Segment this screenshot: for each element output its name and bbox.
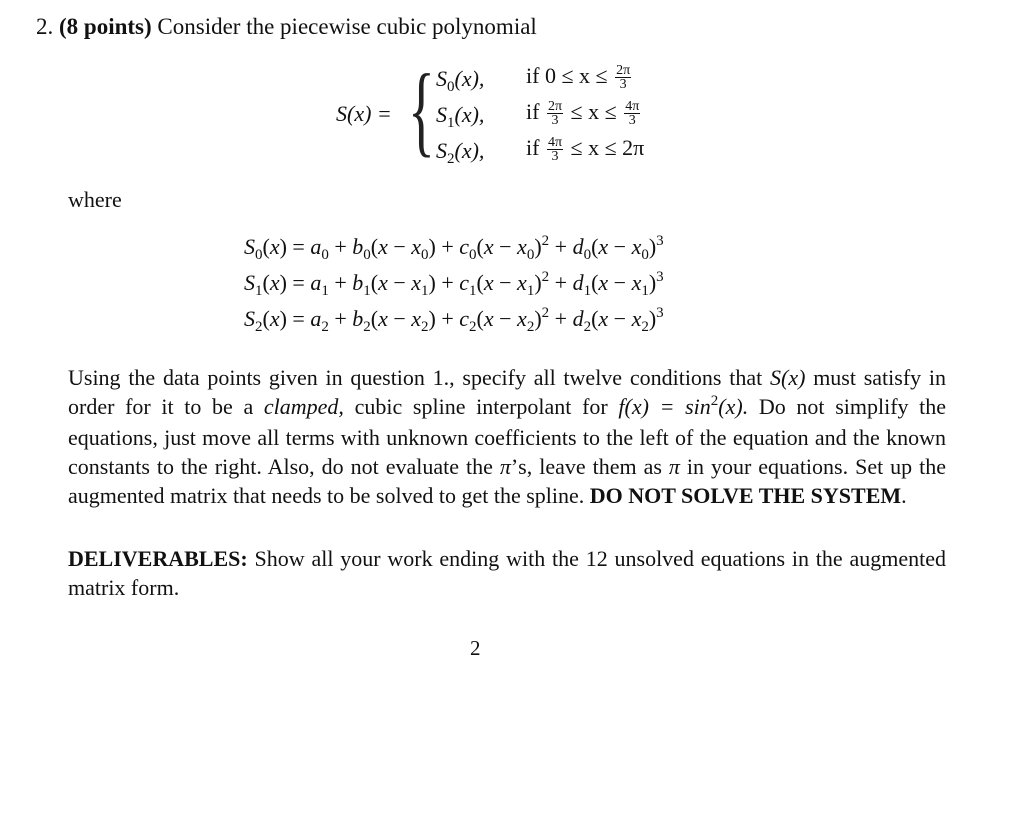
case-2-function: $S_2(x)$, xyxy=(436,138,485,167)
case-2-condition: if $\frac{4\pi}{3}$ ≤ x ≤ 2π xyxy=(526,135,645,165)
left-brace: { xyxy=(408,54,435,167)
do-not-solve-emphasis: DO NOT SOLVE THE SYSTEM xyxy=(589,482,902,508)
case-1-condition: if $\frac{2\pi}{3}$ ≤ x ≤ $\frac{4\pi}{3}$ xyxy=(526,99,640,129)
piecewise-lhs: S(x) = xyxy=(336,101,392,126)
equation-s1: $S_1(x) = a_1 + b_1(x - x_1) + c_1(x - x_1)^2 + d_1(x - x_1)^3$ xyxy=(244,269,664,299)
where-label: where xyxy=(68,187,122,212)
case-1-function: $S_1(x)$, xyxy=(436,102,485,131)
deliverables-label: DELIVERABLES: xyxy=(68,546,248,571)
page-number: 2 xyxy=(470,636,481,660)
question-number: 2. xyxy=(36,14,54,39)
equation-s2: $S_2(x) = a_2 + b_2(x - x_2) + c_2(x - x_2)^2 + d_2(x - x_2)^3$ xyxy=(244,305,664,335)
question-header xyxy=(36,14,537,40)
case-0-function: $S_0(x)$, xyxy=(436,66,485,95)
question-points: (8 points) xyxy=(59,14,152,39)
instructions-paragraph: Using the data points given in question 1., specify all twelve conditions that S(x) must satisfy in order for it to be a clamped, cubic spline interpolant for $f(x) = \sin^2(x)$. Do not simplify the equations, just move all terms with unknown coefficients to the left of the equation and the known constants to the right. Also, do not evaluate the π’s, leave them as π in your equations. Set up the augmented matrix that needs to be solved to get the spline. DO NOT SOLVE THE SYSTEM. xyxy=(68,365,947,508)
equation-s0: $S_0(x) = a_0 + b_0(x - x_0) + c_0(x - x_0)^2 + d_0(x - x_0)^3$ xyxy=(244,233,664,263)
deliverables-paragraph: DELIVERABLES: Show all your work ending with the 12 unsolved equations in the augmented matrix form. xyxy=(68,546,947,600)
case-0-condition: if 0 ≤ x ≤ $\frac{2\pi}{3}$ xyxy=(526,63,631,93)
question-intro: Consider the piecewise cubic polynomial xyxy=(157,14,537,39)
